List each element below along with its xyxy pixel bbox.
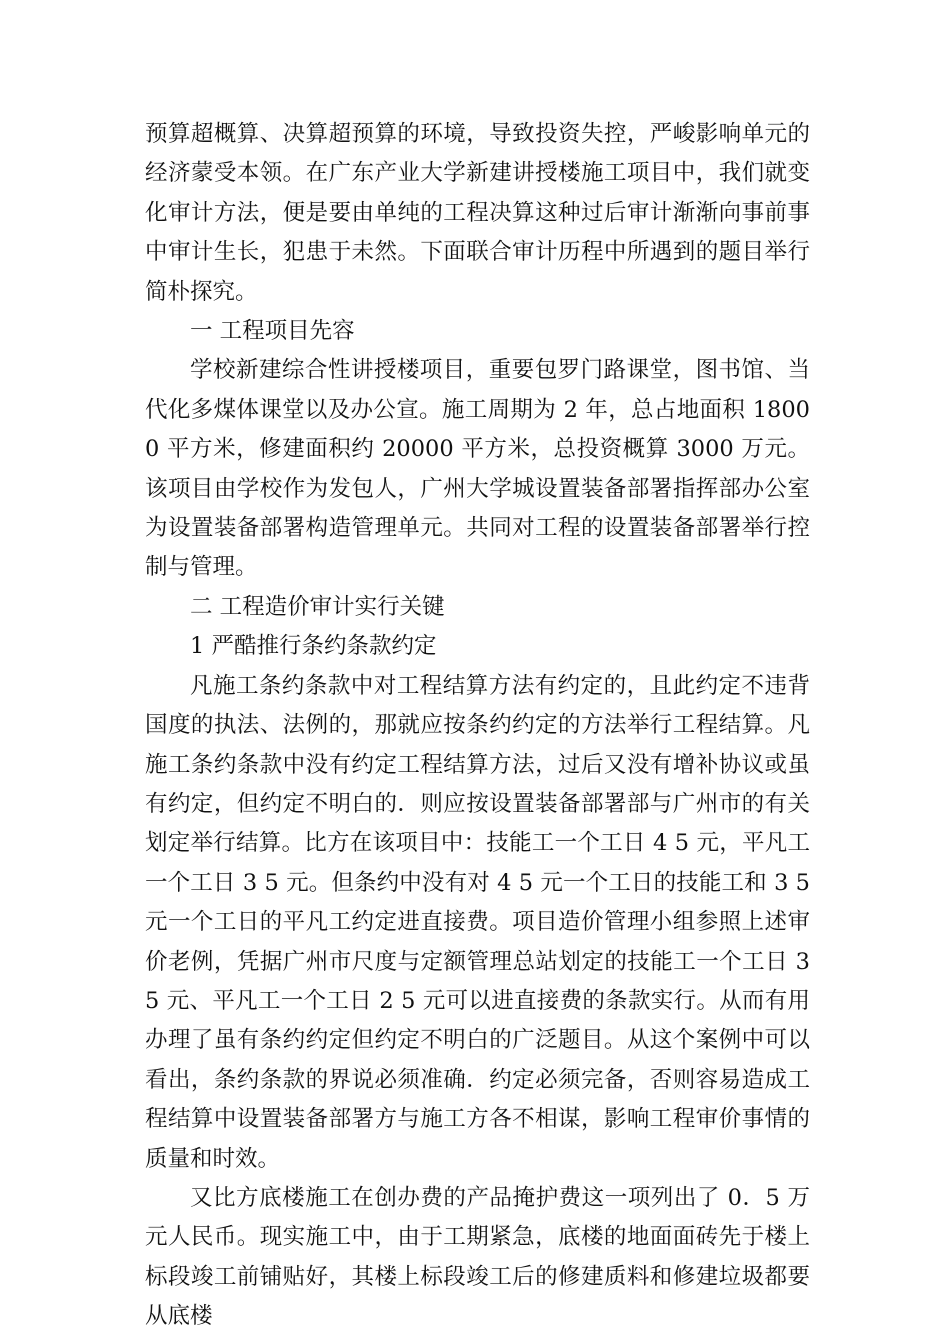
section-heading-project-intro: 一 工程项目先容 xyxy=(190,318,355,345)
subsection-heading-contract-terms: 1 严酷推行条约条款约定 xyxy=(190,633,437,660)
document-body xyxy=(145,115,810,1337)
paragraph-ground-floor-example: 又比方底楼施工在创办费的产品掩护费这一项列出了 0．5 万元人民币。现实施工中，由于工期紧急，底楼的地面面砖先于楼上标段竣工前铺贴好，其楼上标段竣工后的修建质料和修建垃圾都要从底楼 xyxy=(145,1184,810,1330)
paragraph-contract-terms: 凡施工条约条款中对工程结算方法有约定的，且此约定不违背国度的执法、法例的，那就应按条约约定的方法举行工程结算。凡施工条约条款中没有约定工程结算方法，过后又没有增补协议或虽有约定，但约定不明白的．则应按设置装备部署部与广州市的有关划定举行结算。比方在该项目中：技能工一个工日 4 5 元，平凡工一个工日 3 5 元。但条约中没有对 4 5 元一个工日的技能工和 3 5 元一个工日的平凡工约定进直接费。项目造价管理小组参照上述审价老例，凭据广州市尺度与定额管理总站划定的技能工一个工日 3 5 元、平凡工一个工日 2 5 元可以进直接费的条款实行。从而有用办理了虽有条约约定但约定不明白的广泛题目。从这个案例中可以看出，条约条款的界说必须准确．约定必须完备，否则容易造成工程结算中设置装备部署方与施工方各不相谋，影响工程审价事情的质量和时效。 xyxy=(145,672,810,1172)
paragraph-intro: 预算超概算、决算超预算的环境，导致投资失控，严峻影响单元的经济蒙受本领。在广东产业大学新建讲授楼施工项目中，我们就变化审计方法，便是要由单纯的工程决算这种过后审计渐渐向事前事中审计生长，犯患于未然。下面联合审计历程中所遇到的题目举行简朴探究。 xyxy=(145,121,810,305)
section-heading-audit-key: 二 工程造价审计实行关键 xyxy=(190,593,445,620)
paragraph-project-description: 学校新建综合性讲授楼项目，重要包罗门路课堂，图书馆、当代化多煤体课堂以及办公宣。施工周期为 2 年，总占地面积 18000 平方米，修建面积约 20000 平方米，总投资概算 3000 万元。该项目由学校作为发包人，广州大学城设置装备部署指挥部办公室为设置装备部署构造管理单元。共同对工程的设置装备部署举行控制与管理。 xyxy=(145,357,810,581)
